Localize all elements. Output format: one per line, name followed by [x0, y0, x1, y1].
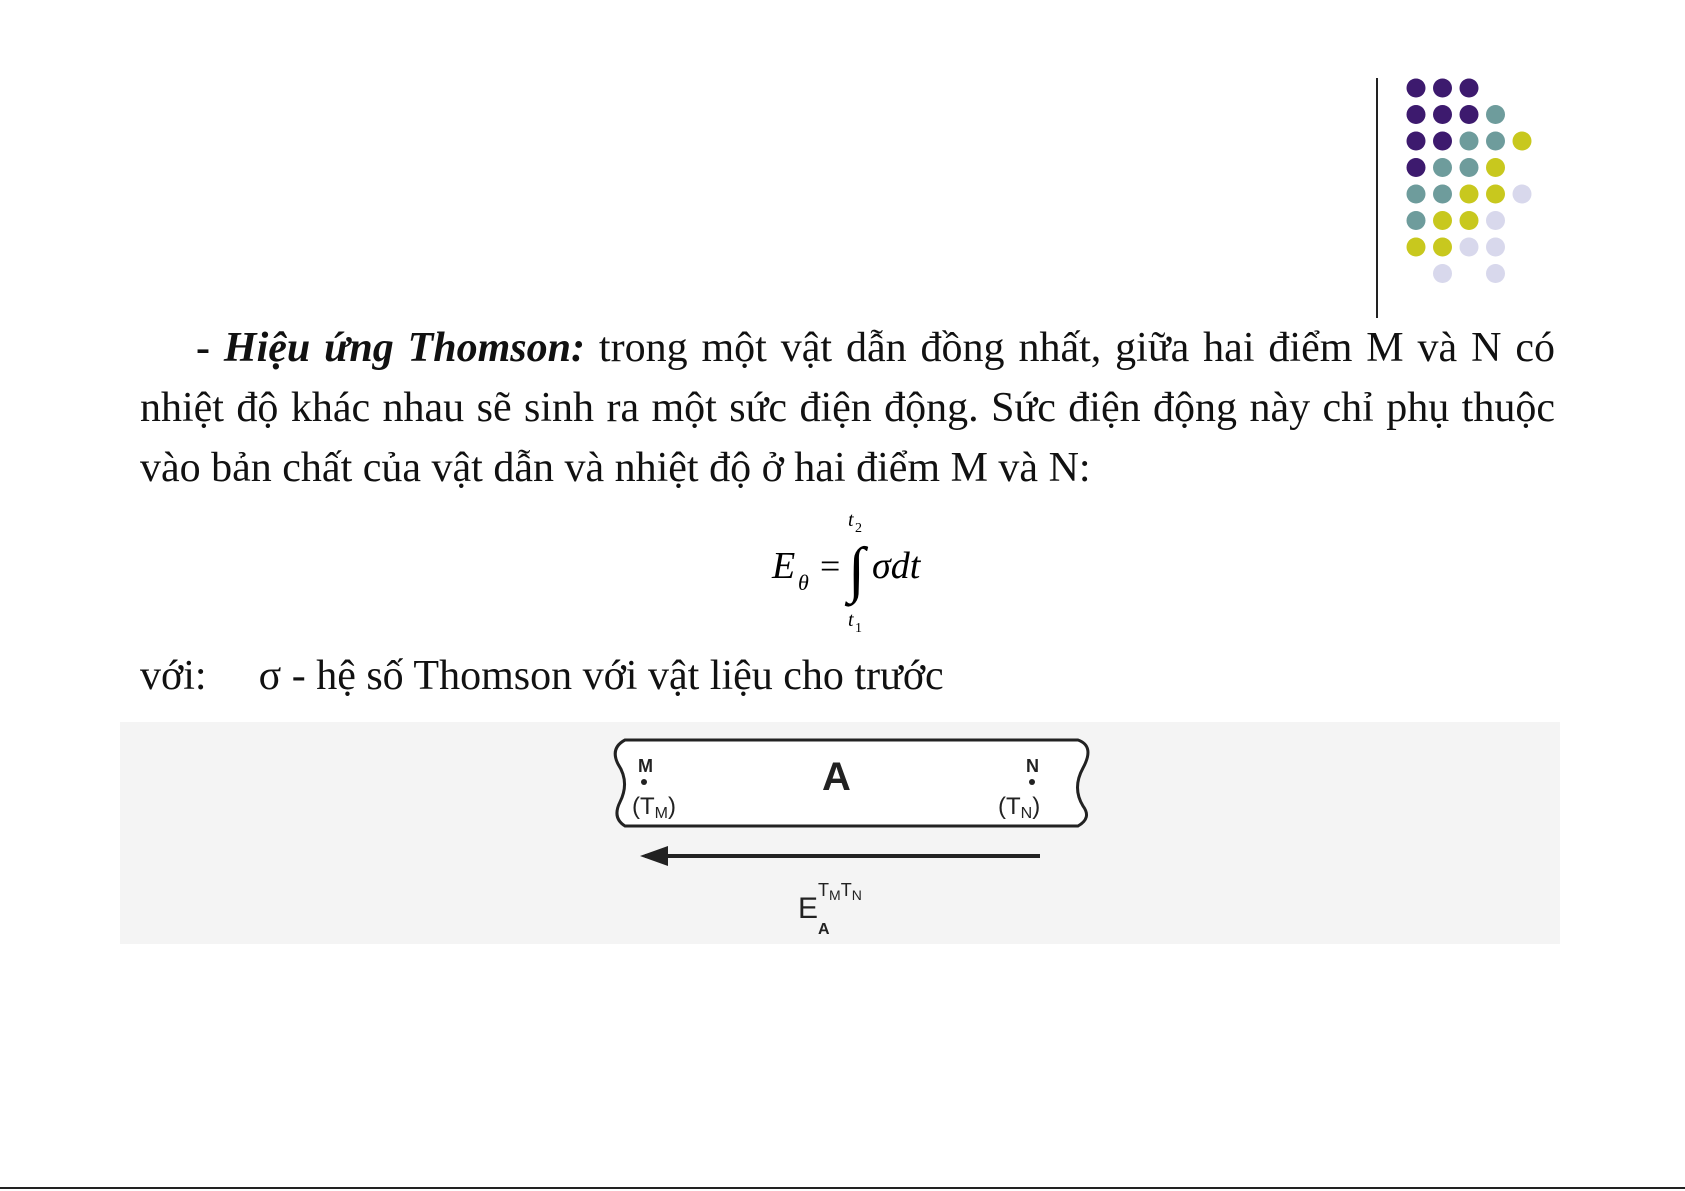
where-line	[140, 646, 944, 706]
decorative-dot	[1460, 211, 1479, 230]
decorative-dot	[1486, 132, 1505, 151]
formula-lower: t	[848, 609, 854, 631]
decorative-dot	[1460, 158, 1479, 177]
thomson-conductor-figure	[120, 722, 1560, 944]
right-point-dot	[1029, 779, 1035, 785]
decorative-dot	[1460, 185, 1479, 204]
decorative-dot	[1407, 211, 1426, 230]
slide-bottom-border	[0, 1187, 1685, 1189]
decorative-dot	[1460, 79, 1479, 98]
left-temp: (TM)	[632, 793, 676, 822]
decorative-dot	[1433, 185, 1452, 204]
decorative-dot	[1513, 132, 1532, 151]
emf-sub: A	[818, 921, 830, 938]
decorative-dot	[1407, 79, 1426, 98]
decorative-dot	[1433, 105, 1452, 124]
formula-lower-sub: 1	[855, 621, 862, 636]
where-text: σ - hệ số Thomson với vật liệu cho trước	[258, 653, 944, 699]
formula-integral: ∫	[848, 536, 865, 604]
formula-upper-sub: 2	[855, 521, 862, 536]
left-point-dot	[641, 779, 647, 785]
bullet-dash: -	[196, 325, 210, 371]
decorative-dot	[1433, 211, 1452, 230]
decorative-dot	[1433, 238, 1452, 257]
decorative-dot	[1433, 79, 1452, 98]
right-point-label: N	[1026, 756, 1039, 776]
decorative-dot	[1407, 238, 1426, 257]
decorative-dot	[1460, 105, 1479, 124]
decorative-dot	[1486, 211, 1505, 230]
decorative-dot	[1407, 105, 1426, 124]
decorative-dot	[1486, 105, 1505, 124]
formula-integrand: σdt	[872, 545, 921, 587]
thomson-paragraph	[140, 318, 1555, 498]
right-temp: (TN)	[998, 793, 1041, 822]
thomson-term: Hiệu ứng Thomson:	[223, 325, 585, 371]
decorative-dot	[1486, 238, 1505, 257]
decorative-dot	[1460, 238, 1479, 257]
decorative-dot	[1433, 132, 1452, 151]
decorative-dot-grid	[0, 0, 1685, 340]
decorative-dot	[1513, 185, 1532, 204]
emf-label: $E^TMTN$	[798, 880, 862, 925]
formula-equals: =	[820, 546, 841, 586]
decorative-dot	[1407, 158, 1426, 177]
decorative-dot	[1407, 132, 1426, 151]
decorative-dot	[1486, 158, 1505, 177]
formula-lhs: E	[772, 545, 796, 587]
decorative-dot	[1433, 264, 1452, 283]
formula-upper: t	[848, 509, 854, 531]
thomson-emf-formula	[760, 508, 960, 638]
decorative-dot	[1486, 185, 1505, 204]
dot-pattern	[1407, 79, 1532, 284]
paragraph-text: trong một vật dẫn đồng nhất, giữa hai điểm M và N có nhiệt độ khác nhau sẽ sinh ra một sức điện động. Sức điện động này chỉ phụ thuộc vào bản chất của vật dẫn và nhiệt độ ở hai điểm M và N:	[140, 325, 1556, 491]
decorative-dot	[1460, 132, 1479, 151]
left-point-label: M	[638, 756, 653, 776]
decorative-dot	[1486, 264, 1505, 283]
formula-lhs-sub: θ	[798, 570, 809, 595]
where-label: với:	[140, 653, 207, 699]
conductor-label: A	[822, 755, 851, 799]
decorative-dot	[1433, 158, 1452, 177]
decorative-dot	[1407, 185, 1426, 204]
